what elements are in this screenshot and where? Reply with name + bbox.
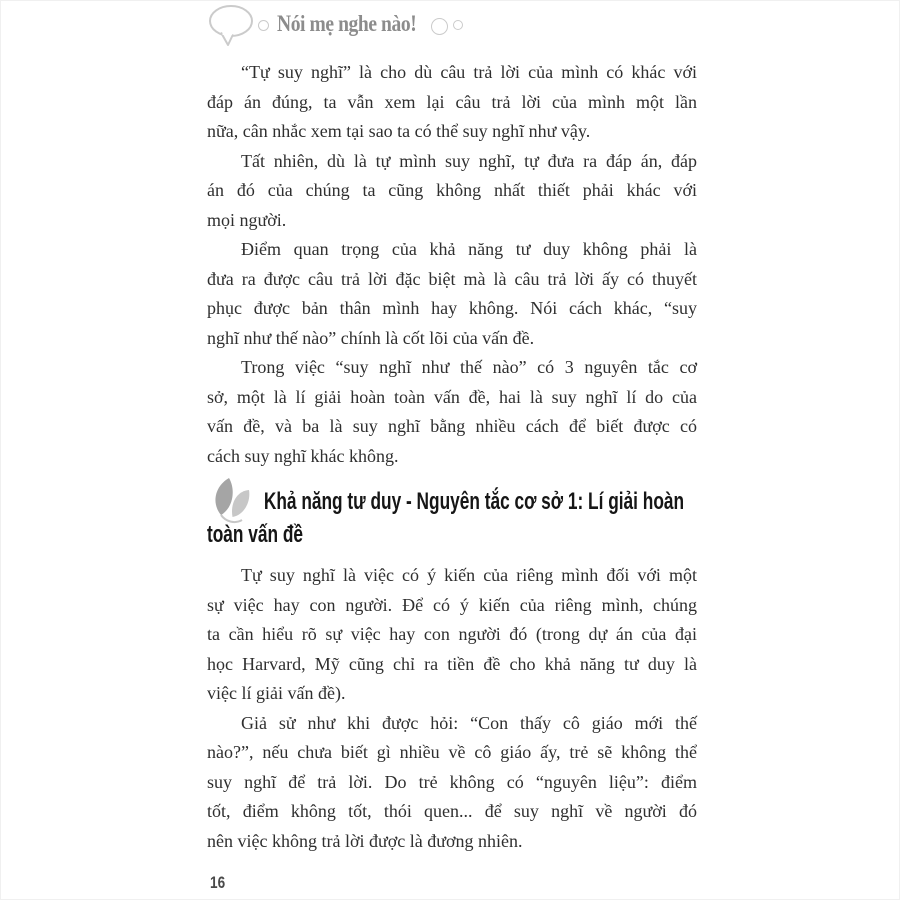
paragraph-group-2: [207, 561, 697, 856]
paragraph-line: phục được bản thân mình hay không. Nói cách khác, “suy: [207, 298, 697, 318]
speech-bubble-icon: [207, 3, 253, 52]
paragraph: [207, 709, 697, 857]
page-header: [207, 3, 463, 49]
paragraph-line: nữa, cân nhắc xem tại sao ta có thể suy nghĩ như vậy.: [207, 121, 591, 141]
section-heading-line-1: Khả năng tư duy - Nguyên tắc cơ sở 1: Lí giải hoàn: [263, 488, 685, 515]
small-circle-icon: [258, 20, 269, 31]
medium-circle-icon: [431, 18, 448, 35]
paragraph-line: sự việc hay con người. Để có ý kiến của riêng mình, chúng: [207, 594, 697, 615]
paragraph-line: ta cần hiểu rõ sự việc hay con người đó (trong dự án của đại: [207, 624, 697, 644]
paragraph: [207, 147, 697, 236]
paragraph-line: đưa ra được câu trả lời đặc biệt mà là câu trả lời ấy có thuyết: [207, 268, 697, 289]
section-heading-line-2: toàn vấn đề: [207, 521, 304, 548]
paragraph-line: “Tự suy nghĩ” là cho dù câu trả lời của mình có khác với: [241, 62, 697, 82]
paragraph-line: vấn đề, và ba là suy nghĩ bằng nhiều cách để biết được có: [207, 416, 697, 436]
paragraph-line: Trong việc “suy nghĩ như thế nào” có 3 nguyên tắc cơ: [241, 357, 697, 377]
text-column: [207, 58, 697, 856]
paragraph-line: mọi người.: [207, 209, 287, 230]
paragraph-line: cách suy nghĩ khác không.: [207, 445, 399, 466]
paragraph-line: án đó của chúng ta cũng không nhất thiết phải khác với: [207, 180, 697, 200]
header-title-box: [277, 9, 425, 39]
paragraph: [207, 235, 697, 353]
page-number: 16: [210, 873, 226, 892]
paragraph-line: học Harvard, Mỹ cũng chỉ ra tiền đề cho khả năng tư duy là: [207, 653, 697, 674]
paragraph-line: đáp án đúng, ta vẫn xem lại câu trả lời của mình một lần: [207, 91, 697, 112]
paragraph-line: Tự suy nghĩ là việc có ý kiến của riêng mình đối với một: [241, 565, 697, 585]
paragraph-line: Giả sử như khi được hỏi: “Con thấy cô giáo mới thế: [241, 712, 697, 733]
paragraph-line: sở, một là lí giải hoàn toàn vấn đề, hai là suy nghĩ lí do của: [207, 386, 697, 407]
paragraph-line: Tất nhiên, dù là tự mình suy nghĩ, tự đưa ra đáp án, đáp: [241, 150, 697, 171]
paragraph-line: nào?”, nếu chưa biết gì nhiều về cô giáo ấy, trẻ sẽ không thể: [207, 742, 697, 762]
paragraph-line: suy nghĩ để trả lời. Do trẻ không có “nguyên liệu”: điểm: [207, 771, 697, 792]
paragraph-line: nghĩ như thế nào” chính là cốt lõi của vấn đề.: [207, 327, 535, 348]
paragraph-line: tốt, điểm không tốt, thói quen... để suy nghĩ về người đó: [207, 801, 697, 821]
book-title: Nói mẹ nghe nào!: [277, 11, 417, 36]
paragraph-line: Điểm quan trọng của khả năng tư duy không phải là: [241, 239, 697, 259]
paragraph-line: việc lí giải vấn đề).: [207, 683, 346, 703]
paragraph-group-1: [207, 58, 697, 471]
tiny-circle-icon: [453, 20, 463, 30]
paragraph: [207, 561, 697, 709]
paragraph: [207, 353, 697, 471]
paragraph-line: nên việc không trả lời được là đương nhiên.: [207, 830, 523, 851]
paragraph: [207, 58, 697, 147]
section-heading: [207, 485, 697, 551]
